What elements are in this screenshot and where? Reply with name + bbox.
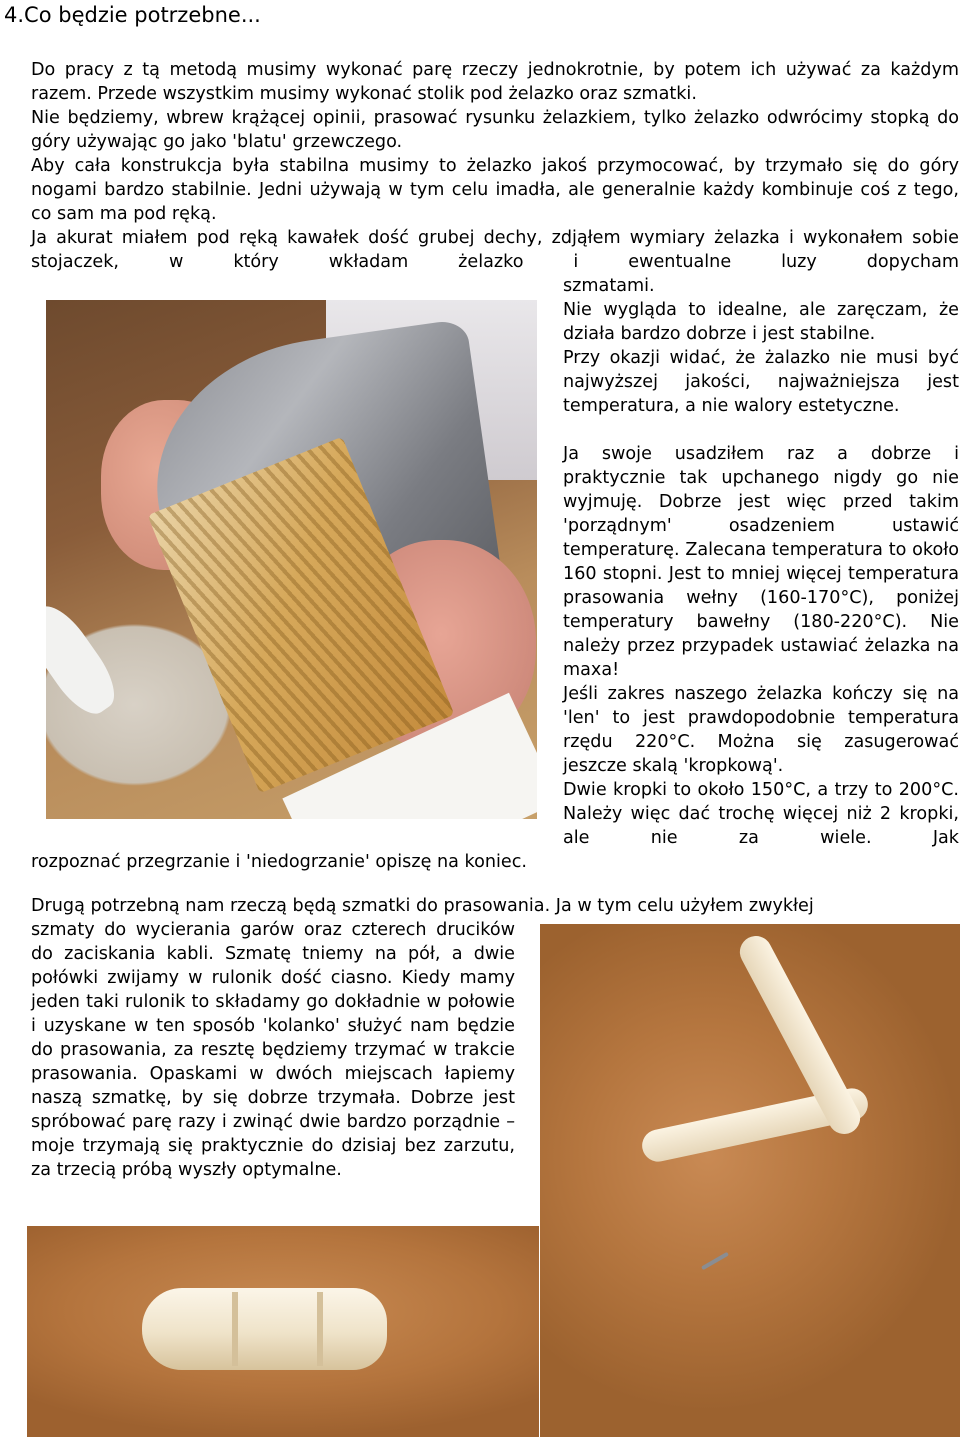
rags-intro-line: Drugą potrzebną nam rzeczą będą szmatki do prasowania. Ja w tym celu użyłem zwykłej	[31, 896, 814, 916]
side-line-rags: szmatami.	[563, 276, 655, 296]
photo-folded-rag	[27, 1226, 539, 1437]
side-paragraph-len: Jeśli zakres naszego żelazka kończy się na 'len' to jest prawdopodobnie temperatura rzędu 220°C. Można się zasugerować jeszcze skalą 'kropkową'.	[563, 684, 959, 776]
intro-paragraph: Do pracy z tą metodą musimy wykonać parę rzeczy jednokrotnie, by potem ich używać za każdym razem. Przede wszystkim musimy wykonać stolik pod żelazko oraz szmatki.	[31, 60, 959, 104]
section-title: Co będzie potrzebne...	[24, 3, 261, 27]
stability-paragraph: Aby cała konstrukcja była stabilna musimy to żelazko jakoś przymocować, by trzymało się do góry nogami bardzo stabilnie. Jedni używają w tym celu imadła, ale generalnie każdy kombinuje coś z tego, co sam ma pod ręką.	[31, 156, 959, 224]
side-paragraph-quality: Przy okazji widać, że żalazko nie musi być najwyższej jakości, najważniejsza jest temperatura, a nie walory estetyczne.	[563, 348, 959, 416]
side-paragraph-temperature: Ja swoje usadziłem raz a dobrze i praktycznie tak upchanego nigdy go nie wyjmuję. Dobrze jest więc przed takim 'porządnym' osadzeniem ustawić temperaturę. Zalecana temperatura to około 160 stopni. Jest to mniej więcej temperatura prasowania wełny (160-170°C), poniżej temperatury bawełny (180-220°C). Nie należy przez przypadek ustawiać żelazka na maxa!	[563, 444, 959, 680]
side-paragraph-dots: Dwie kropki to około 150°C, a trzy to 200°C. Należy więc dać trochę więcej niż 2 kropki, ale nie za wiele. Jak	[563, 780, 959, 848]
rags-paragraph: szmaty do wycierania garów oraz czterech drucików do zaciskania kabli. Szmatę tniemy na pół, a dwie połówki zwijamy w rulonik dość ciasno. Kiedy mamy jeden taki rulonik to składamy go dokładnie w połowie i uzyskane w ten sposób 'kolanko' służyć nam będzie do prasowania, za resztę będziemy trzymać w trakcie prasowania. Opaskami w dwóch miejscach łapiemy naszą szmatkę, by się dobrze trzymała. Dobrze jest spróbować parę razy i zwinąć dwie bardzo porządnie – moje trzymają się praktycznie do dzisiaj bez zarzutu, za trzecią próbą wyszły optymalne.	[31, 920, 515, 1180]
stand-paragraph: Ja akurat miałem pod ręką kawałek dość grubej dechy, zdjąłem wymiary żelazka i wykonałem sobie stojaczek, w który wkładam żelazko i ewentualne luzy dopycham	[31, 228, 959, 272]
section-number: 4.	[4, 3, 25, 27]
photo-rag-roll	[540, 924, 960, 1437]
iron-upside-paragraph: Nie będziemy, wbrew krążącej opinii, prasować rysunku żelazkiem, tylko żelazko odwrócimy stopką do góry używając go jako 'blatu' grzewczego.	[31, 108, 959, 152]
side-paragraph-stable: Nie wygląda to idealne, ale zaręczam, że działa bardzo dobrze i jest stabilne.	[563, 300, 959, 344]
closing-line: rozpoznać przegrzanie i 'niedogrzanie' opiszę na koniec.	[31, 852, 527, 872]
section-heading	[4, 1, 261, 29]
photo-iron-stand	[46, 300, 537, 819]
